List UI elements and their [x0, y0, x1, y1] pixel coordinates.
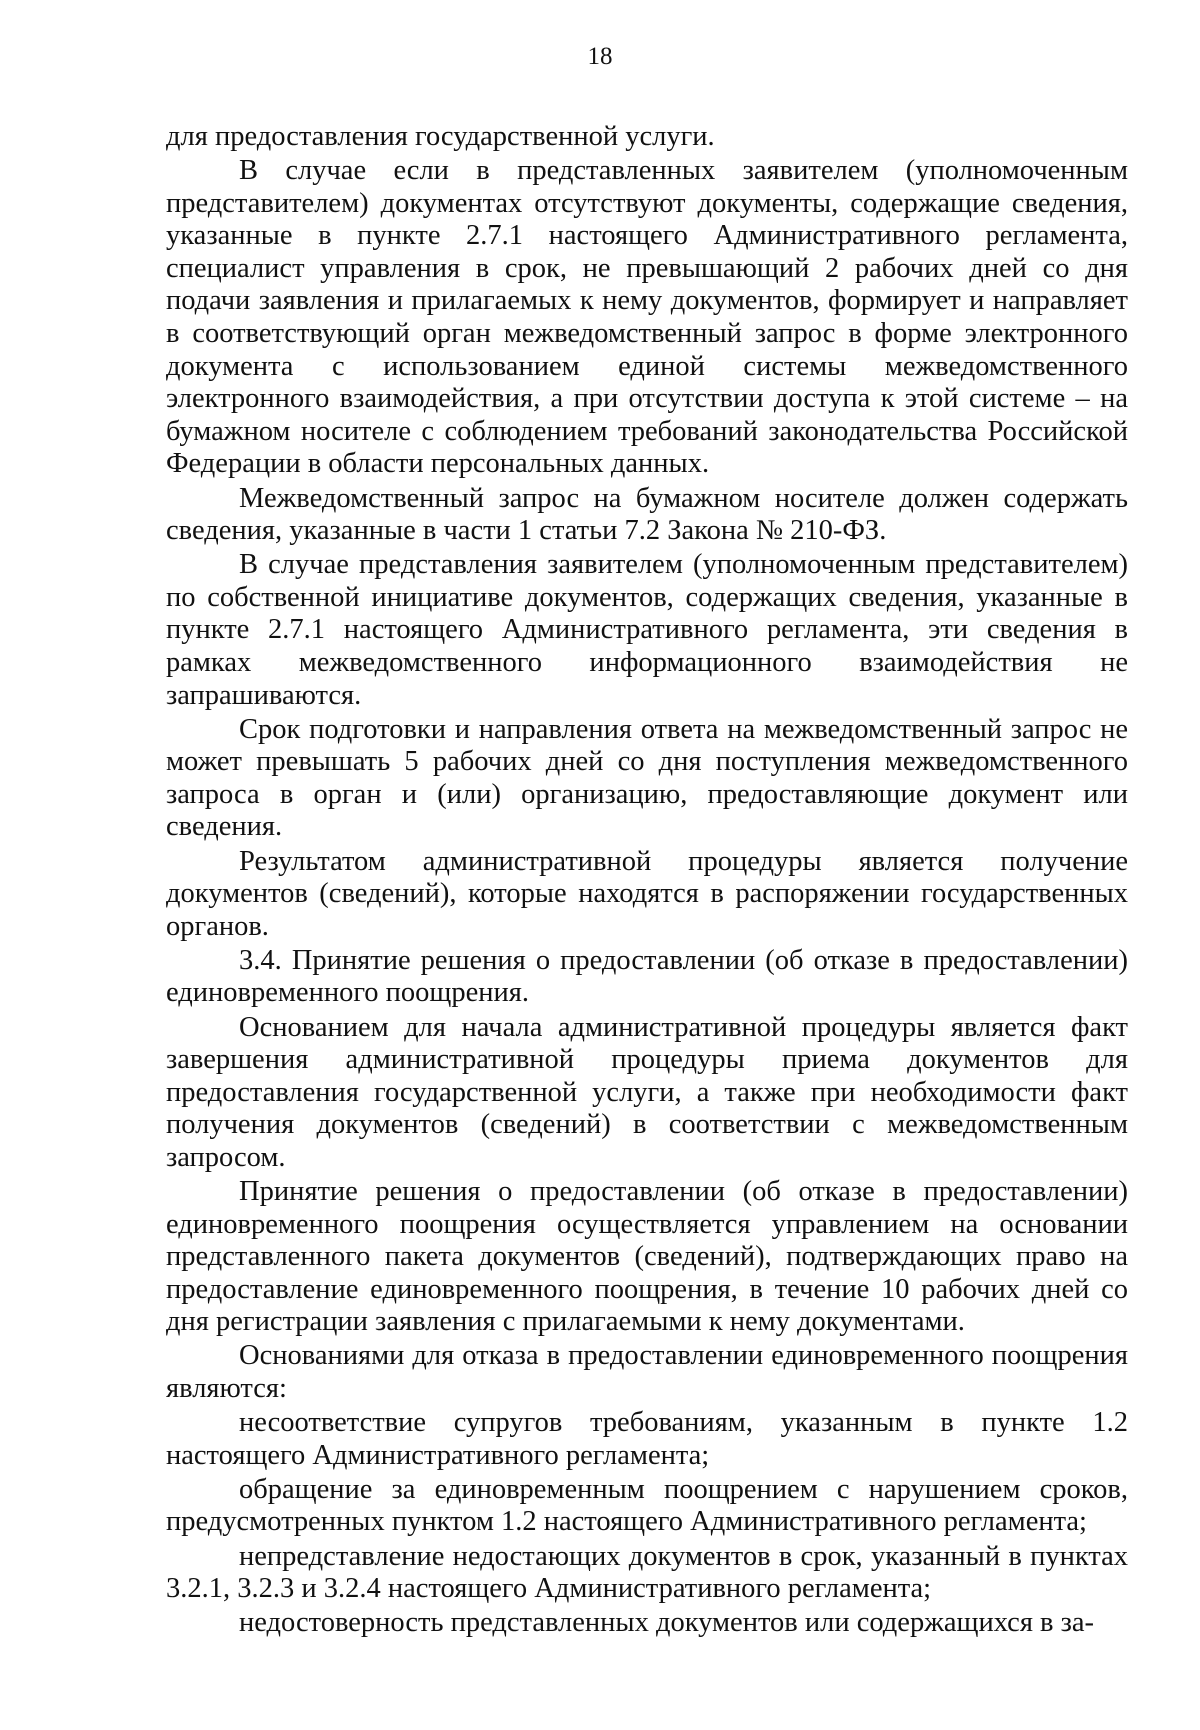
paragraph: Срок подготовки и направления ответа на межведомственный запрос не может превышать 5 рабочих дней со дня поступления межведомственного запроса в орган и (или) организацию, предоставляющие документ или сведения. [166, 713, 1128, 843]
page-number: 18 [587, 43, 613, 70]
paragraph: Принятие решения о предоставлении (об отказе в предоставлении) единовременного поощрения осуществляется управлением на основании представленного пакета документов (сведений), подтверждающих право на предоставление единовременного поощрения, в течение 10 рабочих дней со дня регистрации заявления с прилагаемыми к нему документами. [166, 1176, 1128, 1338]
list-item: обращение за единовременным поощрением с нарушением сроков, предусмотренных пунктом 1.2 настоящего Административного регламента; [166, 1473, 1128, 1538]
paragraph: В случае представления заявителем (уполномоченным представителем) по собственной инициативе документов, содержащих сведения, указанные в пункте 2.7.1 настоящего Административного регламента, эти сведения в рамках межведомственного информационного взаимодействия не запрашиваются. [166, 549, 1128, 711]
list-item: непредставление недостающих документов в срок, указанный в пунктах 3.2.1, 3.2.3 и 3.2.4 настоящего Административного регламента; [166, 1540, 1128, 1605]
document-body [166, 121, 1128, 1641]
paragraph: Основаниями для отказа в предоставлении единовременного поощрения являются: [166, 1340, 1128, 1405]
paragraph: Результатом административной процедуры является получение документов (сведений), которые находятся в распоряжении государственных органов. [166, 845, 1128, 942]
paragraph-continuation: для предоставления государственной услуги. [166, 121, 715, 152]
paragraph: В случае если в представленных заявителем (уполномоченным представителем) документах отсутствуют документы, содержащие сведения, указанные в пункте 2.7.1 настоящего Административного регламента, специалист управления в срок, не превышающий 2 рабочих дней со дня подачи заявления и прилагаемых к нему документов, формирует и направляет в соответствующий орган межведомственный запрос в форме электронного документа с использованием единой системы межведомственного электронного взаимодействия, а при отсутствии доступа к этой системе – на бумажном носителе с соблюдением требований законодательства Российской Федерации в области персональных данных. [166, 155, 1128, 480]
paragraph: Межведомственный запрос на бумажном носителе должен содержать сведения, указанные в части 1 статьи 7.2 Закона № 210-ФЗ. [166, 482, 1128, 547]
section-heading: 3.4. Принятие решения о предоставлении (об отказе в предоставлении) единовременного поощрения. [166, 944, 1128, 1009]
paragraph: Основанием для начала административной процедуры является факт завершения административной процедуры приема документов для предоставления государственной услуги, а также при необходимости факт получения документов (сведений) в соответствии с межведомственным запросом. [166, 1011, 1128, 1173]
list-item: недостоверность представленных документов или содержащихся в за- [239, 1607, 1095, 1639]
list-item: несоответствие супругов требованиям, указанным в пункте 1.2 настоящего Административного регламента; [166, 1407, 1128, 1471]
